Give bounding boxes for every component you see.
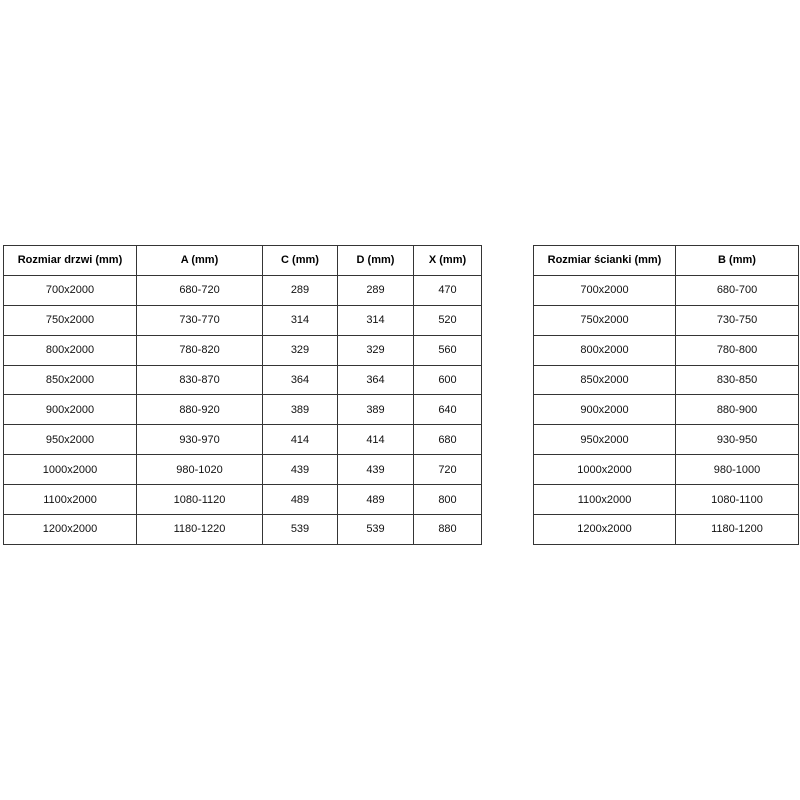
table-row [4,395,482,425]
table-cell: 980-1000 [676,455,799,485]
table-cell: 830-870 [137,365,263,395]
table-cell: 780-820 [137,335,263,365]
door-dimensions-table [3,245,482,545]
table-cell: 389 [338,395,414,425]
table-cell: 489 [263,485,338,515]
table-row [534,515,799,545]
table-cell: 414 [338,425,414,455]
table-cell: 314 [263,305,338,335]
wall-table-header-row [534,246,799,276]
table-cell: 314 [338,305,414,335]
table-cell: 1200x2000 [534,515,676,545]
table-cell: 800 [414,485,482,515]
table-cell: 1100x2000 [534,485,676,515]
table-row [4,425,482,455]
table-cell: 1080-1120 [137,485,263,515]
table-cell: 289 [263,275,338,305]
table-row [4,335,482,365]
table-row [534,335,799,365]
table-cell: 680-720 [137,275,263,305]
table-cell: 329 [263,335,338,365]
table-cell: 900x2000 [4,395,137,425]
table-cell: 950x2000 [534,425,676,455]
table-cell: 1000x2000 [4,455,137,485]
column-header: Rozmiar drzwi (mm) [4,246,137,276]
table-cell: 720 [414,455,482,485]
table-cell: 880-900 [676,395,799,425]
table-cell: 560 [414,335,482,365]
table-cell: 930-950 [676,425,799,455]
table-cell: 640 [414,395,482,425]
table-cell: 730-770 [137,305,263,335]
table-cell: 980-1020 [137,455,263,485]
table-row [534,305,799,335]
table-cell: 1200x2000 [4,515,137,545]
table-cell: 600 [414,365,482,395]
table-row [534,395,799,425]
table-cell: 489 [338,485,414,515]
door-table-header-row [4,246,482,276]
table-row [4,485,482,515]
table-cell: 850x2000 [4,365,137,395]
table-cell: 1180-1200 [676,515,799,545]
table-row [534,485,799,515]
table-cell: 439 [338,455,414,485]
table-cell: 1180-1220 [137,515,263,545]
table-cell: 539 [263,515,338,545]
column-header: A (mm) [137,246,263,276]
table-cell: 700x2000 [4,275,137,305]
table-cell: 800x2000 [534,335,676,365]
table-row [534,455,799,485]
table-cell: 700x2000 [534,275,676,305]
table-cell: 800x2000 [4,335,137,365]
table-cell: 850x2000 [534,365,676,395]
column-header: X (mm) [414,246,482,276]
table-cell: 389 [263,395,338,425]
table-cell: 470 [414,275,482,305]
table-cell: 289 [338,275,414,305]
table-cell: 930-970 [137,425,263,455]
column-header: D (mm) [338,246,414,276]
table-row [4,515,482,545]
table-cell: 539 [338,515,414,545]
table-cell: 680-700 [676,275,799,305]
wall-panel-dimensions-table [533,245,799,545]
table-cell: 880 [414,515,482,545]
table-cell: 364 [263,365,338,395]
table-cell: 750x2000 [534,305,676,335]
column-header: Rozmiar ścianki (mm) [534,246,676,276]
table-cell: 439 [263,455,338,485]
table-cell: 750x2000 [4,305,137,335]
table-row [534,425,799,455]
table-cell: 780-800 [676,335,799,365]
table-cell: 1100x2000 [4,485,137,515]
table-row [4,365,482,395]
table-row [4,305,482,335]
table-cell: 520 [414,305,482,335]
table-cell: 1080-1100 [676,485,799,515]
table-cell: 900x2000 [534,395,676,425]
table-row [4,275,482,305]
table-cell: 1000x2000 [534,455,676,485]
table-cell: 950x2000 [4,425,137,455]
table-cell: 414 [263,425,338,455]
table-cell: 329 [338,335,414,365]
table-row [534,365,799,395]
table-cell: 680 [414,425,482,455]
table-cell: 880-920 [137,395,263,425]
table-cell: 730-750 [676,305,799,335]
table-row [4,455,482,485]
table-row [534,275,799,305]
column-header: B (mm) [676,246,799,276]
column-header: C (mm) [263,246,338,276]
table-cell: 830-850 [676,365,799,395]
table-cell: 364 [338,365,414,395]
